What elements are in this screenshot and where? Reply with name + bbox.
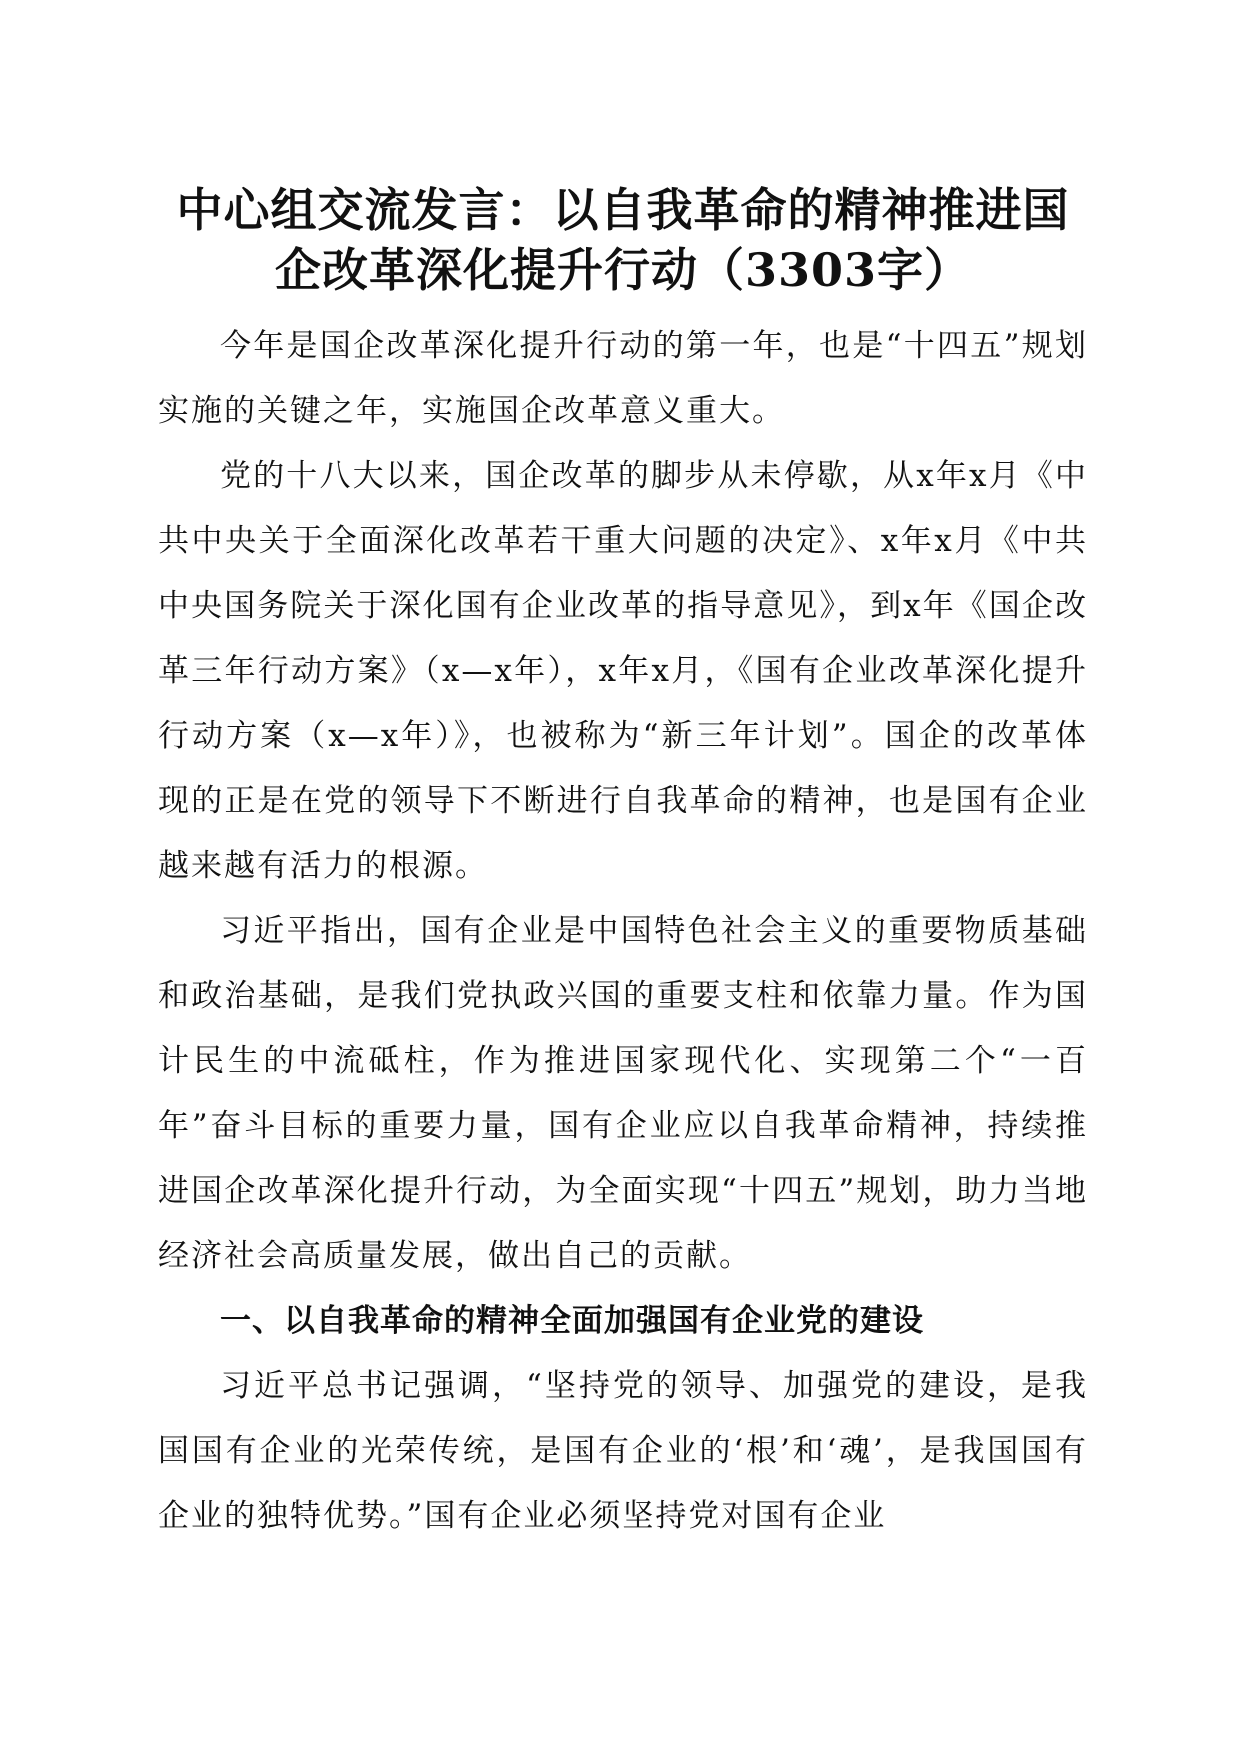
section-heading: 一、以自我革命的精神全面加强国有企业党的建设: [220, 1303, 924, 1339]
document-title: 中心组交流发言：以自我革命的精神推进国企改革深化提升行动（3303字）: [176, 183, 1070, 297]
paragraph-party-building: 习近平总书记强调，“坚持党的领导、加强党的建设，是我国国有企业的光荣传统，是国有企业的‘根’和‘魂’，是我国国有企业的独特优势。”国有企业必须坚持党对国有企业: [158, 1368, 1088, 1534]
paragraph-state-enterprise-role: 习近平指出，国有企业是中国特色社会主义的重要物质基础和政治基础，是我们党执政兴国的重要支柱和依靠力量。作为国计民生的中流砥柱，作为推进国家现代化、实现第二个“一百年”奋斗目标的重要力量，国有企业应以自我革命精神，持续推进国企改革深化提升行动，为全面实现“十四五”规划，助力当地经济社会高质量发展，做出自己的贡献。: [158, 913, 1088, 1274]
paragraph-intro: 今年是国企改革深化提升行动的第一年，也是“十四五”规划实施的关键之年，实施国企改革意义重大。: [158, 328, 1088, 429]
document-page: [158, 180, 1088, 1549]
paragraph-reform-history: 党的十八大以来，国企改革的脚步从未停歇，从x年x月《中共中央关于全面深化改革若干重大问题的决定》、x年x月《中共中央国务院关于深化国有企业改革的指导意见》，到x年《国企改革三年行动方案》（x—x年），x年x月，《国有企业改革深化提升行动方案（x—x年）》，也被称为“新三年计划”。国企的改革体现的正是在党的领导下不断进行自我革命的精神，也是国有企业越来越有活力的根源。: [158, 458, 1088, 884]
